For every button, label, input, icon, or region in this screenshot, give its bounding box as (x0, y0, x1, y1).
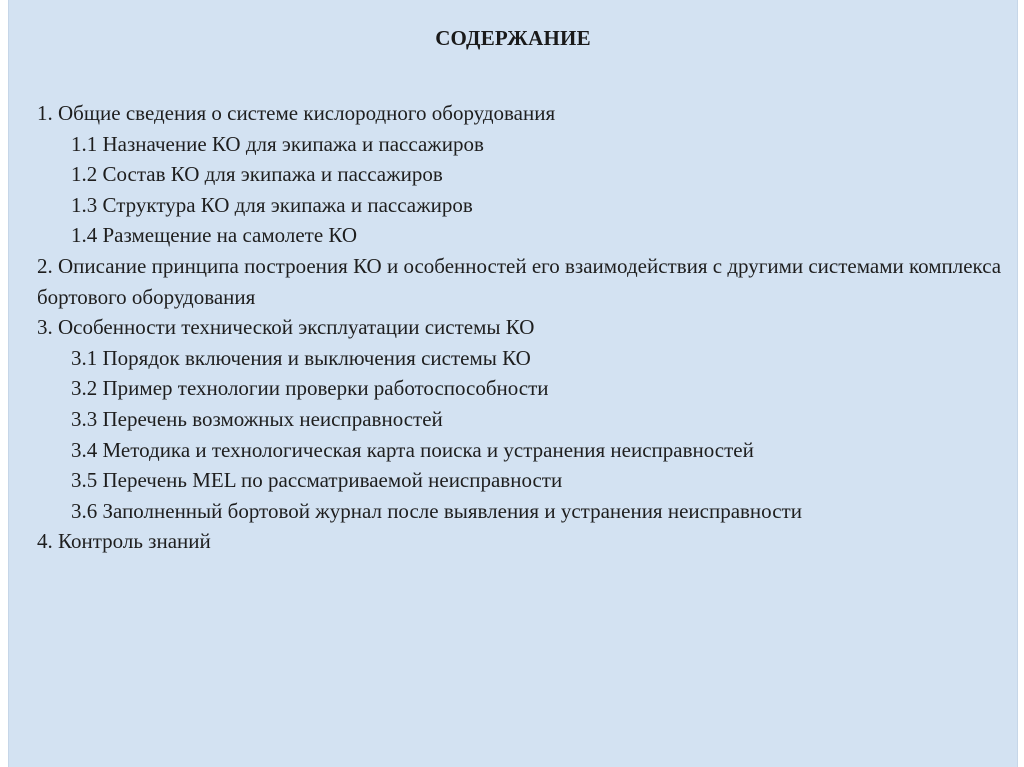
toc-item-3-3: 3.3 Перечень возможных неисправностей (71, 406, 443, 431)
table-of-contents (37, 98, 1012, 557)
toc-item-1-1: 1.1 Назначение КО для экипажа и пассажиров (71, 131, 484, 156)
toc-item-2: 2. Описание принципа построения КО и особенностей его взаимодействия с другими системами комплекса бортового оборудования (37, 253, 1002, 309)
toc-item-3-4: 3.4 Методика и технологическая карта поиска и устранения неисправностей (71, 437, 754, 462)
toc-item-3-2: 3.2 Пример технологии проверки работоспособности (71, 376, 549, 401)
toc-item-3-5: 3.5 Перечень MEL по рассматриваемой неисправности (71, 468, 563, 493)
page-title: СОДЕРЖАНИЕ (435, 26, 591, 50)
toc-item-1-4: 1.4 Размещение на самолете КО (71, 223, 358, 248)
toc-item-1-3: 1.3 Структура КО для экипажа и пассажиров (71, 192, 473, 217)
toc-item-1-2: 1.2 Состав КО для экипажа и пассажиров (71, 162, 443, 187)
toc-item-3: 3. Особенности технической эксплуатации системы КО (37, 315, 535, 340)
toc-item-3-6: 3.6 Заполненный бортовой журнал после выявления и устранения неисправности (71, 498, 802, 523)
toc-item-4: 4. Контроль знаний (37, 529, 211, 554)
slide (8, 0, 1018, 767)
toc-item-1: 1. Общие сведения о системе кислородного оборудования (37, 101, 556, 125)
toc-item-3-1: 3.1 Порядок включения и выключения системы КО (71, 345, 531, 370)
